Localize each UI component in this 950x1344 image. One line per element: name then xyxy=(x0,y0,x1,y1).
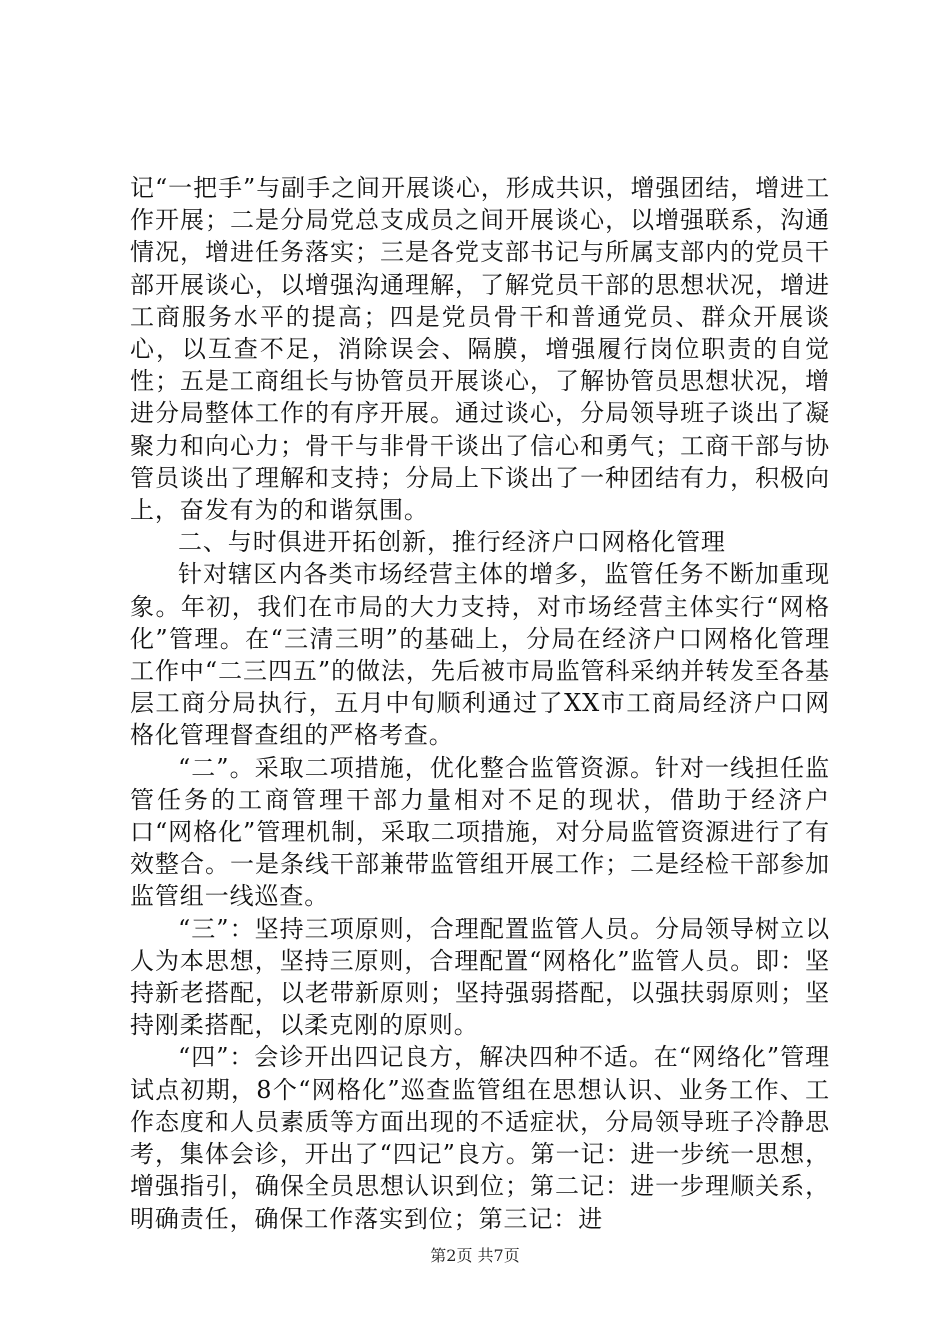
paragraph-three-principles: “三”：坚持三项原则，合理配置监管人员。分局领导树立以人为本思想，坚持三原则，合理配置“网格化”监管人员。即：坚持新老搭配，以老带新原则；坚持强弱搭配，以强扶弱原则；坚持刚柔搭配，以柔克刚的原则。 xyxy=(130,914,830,1040)
page-footer: 第2页 共7页 xyxy=(430,1246,520,1265)
paragraph-four-prescriptions: “四”：会诊开出四记良方，解决四种不适。在“网络化”管理试点初期，8个“网格化”巡查监管组在思想认识、业务工作、工作态度和人员素质等方面出现的不适症状，分局领导班子冷静思考，集体会诊，开出了“四记”良方。第一记：进一步统一思想，增强指引，确保全员思想认识到位；第二记：进一步理顺关系，明确责任，确保工作落实到位；第三记：进 xyxy=(130,1043,830,1233)
paragraph-continuation: 记“一把手”与副手之间开展谈心，形成共识，增强团结，增进工作开展；二是分局党总支成员之间开展谈心，以增强联系，沟通情况，增进任务落实；三是各党支部书记与所属支部内的党员干部开展谈心，以增强沟通理解，了解党员干部的思想状况，增进工商服务水平的提高；四是党员骨干和普通党员、群众开展谈心，以互查不足，消除误会、隔膜，增强履行岗位职责的自觉性；五是工商组长与协管员开展谈心，了解协管员思想状况，增进分局整体工作的有序开展。通过谈心，分局领导班子谈出了凝聚力和向心力；骨干与非骨干谈出了信心和勇气；工商干部与协管员谈出了理解和支持；分局上下谈出了一种团结有力，积极向上，奋发有为的和谐氛围。 xyxy=(130,174,830,525)
document-body xyxy=(130,172,830,1235)
paragraph-two-measures: “二”。采取二项措施，优化整合监管资源。针对一线担任监管任务的工商管理干部力量相对不足的现状，借助于经济户口“网格化”管理机制，采取二项措施，对分局监管资源进行了有效整合。一是条线干部兼带监管组开展工作；二是经检干部参加监管组一线巡查。 xyxy=(130,753,830,911)
section-heading: 二、与时俱进开拓创新，推行经济户口网格化管理 xyxy=(178,528,726,557)
paragraph-intro: 针对辖区内各类市场经营主体的增多，监管任务不断加重现象。年初，我们在市局的大力支持，对市场经营主体实行“网格化”管理。在“三清三明”的基础上，分局在经济户口网格化管理工作中“二三四五”的做法，先后被市局监管科采纳并转发至各基层工商分局执行，五月中旬顺利通过了XX市工商局经济户口网格化管理督查组的严格考查。 xyxy=(130,560,830,750)
